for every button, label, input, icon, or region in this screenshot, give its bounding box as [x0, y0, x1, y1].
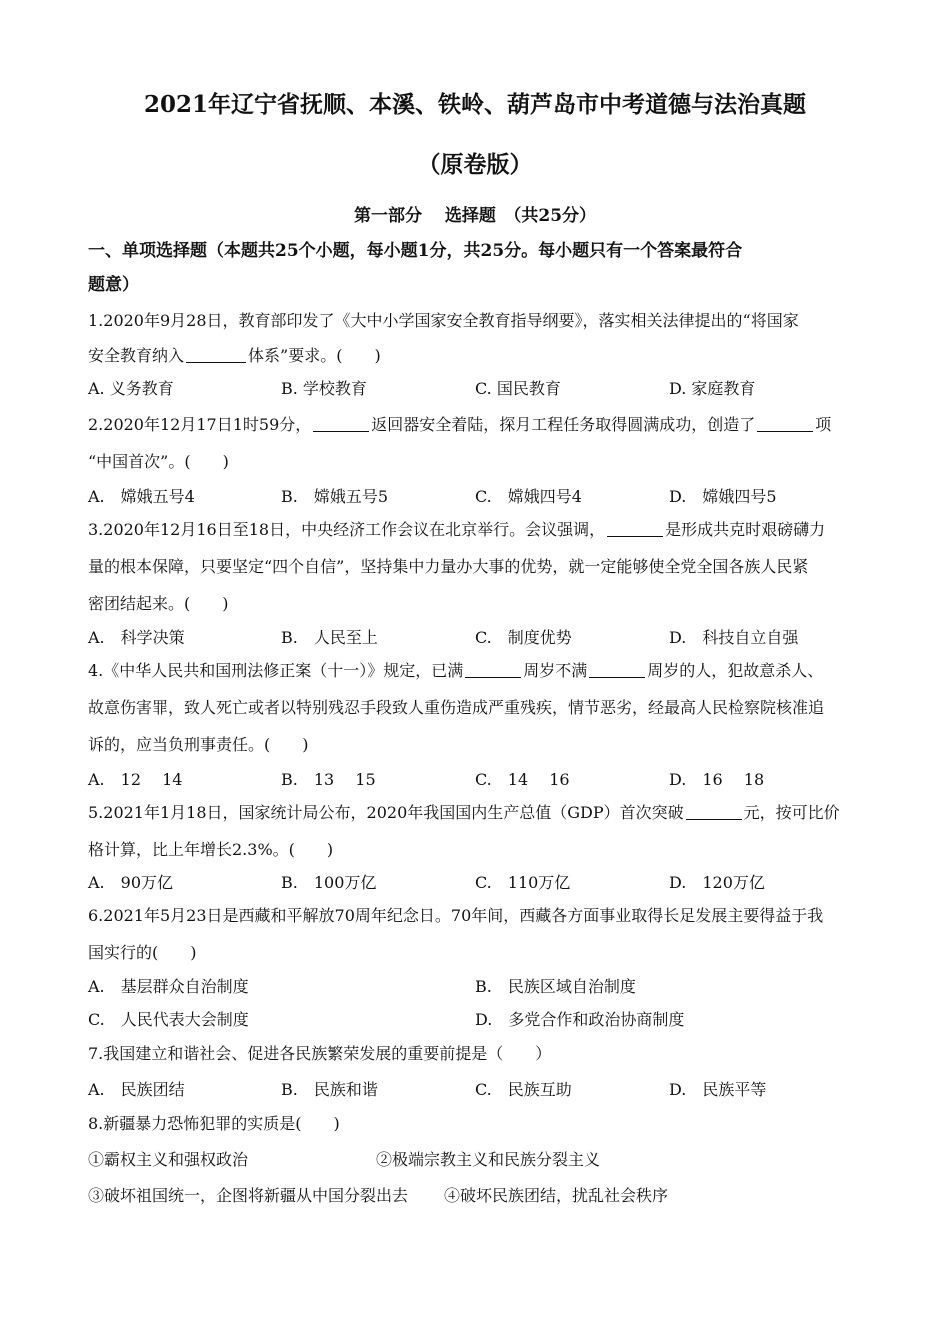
option-c: C. 14 16	[475, 770, 570, 789]
document-subtitle: （原卷版）	[417, 151, 533, 178]
option-c: C. 嫦娥四号4	[475, 487, 582, 506]
question-number: 7.	[88, 1044, 104, 1063]
option-c: C. 国民教育	[475, 379, 561, 398]
option-b: B. 100万亿	[281, 873, 377, 892]
option-b: B. 民族和谐	[281, 1080, 378, 1099]
question-1-line-2	[88, 345, 381, 367]
statement-2: ②极端宗教主义和民族分裂主义	[376, 1150, 601, 1169]
question-4-line-2: 故意伤害罪，致人死亡或者以特别残忍手段致人重伤造成严重残疾，情节恶劣，经最高人民检察院核准追	[88, 698, 825, 717]
option-d: D. 120万亿	[669, 873, 765, 892]
part-heading: 第一部分 选择题 （共25分）	[353, 206, 597, 226]
option-b: B. 学校教育	[281, 379, 367, 398]
option-a: A. 义务教育	[88, 379, 174, 398]
question-1-line-1	[88, 310, 799, 332]
option-a: A. 基层群众自治制度	[88, 977, 249, 996]
answer-blank	[313, 415, 369, 432]
question-8-line-1	[88, 1113, 340, 1135]
option-d: D. 嫦娥四号5	[669, 487, 777, 506]
option-d: D. 多党合作和政治协商制度	[475, 1010, 685, 1029]
question-number: 3.	[88, 520, 104, 539]
question-3-line-3: 密团结起来。( )	[88, 594, 229, 613]
question-3-line-2: 量的根本保障，只要坚定“四个自信”，坚持集中力量办大事的优势，就一定能够使全党全国各族人民紧	[88, 557, 809, 576]
question-text: 《中华人民共和国刑法修正案（十一）》规定，已满	[103, 661, 464, 680]
question-6-line-1	[88, 905, 823, 927]
option-d: D. 家庭教育	[669, 379, 756, 398]
question-text: 2021年5月23日是西藏和平解放70周年纪念日。70年间，西藏各方面事业取得长足发展主要得益于我	[103, 906, 824, 925]
question-number: 4.	[88, 661, 104, 680]
statement-1: ①霸权主义和强权政治	[88, 1150, 249, 1169]
question-5-line-1	[88, 802, 840, 824]
option-a: A. 90万亿	[88, 873, 174, 892]
question-text: 2021年1月18日，国家统计局公布，2020年我国国内生产总值（GDP）首次突破	[103, 803, 684, 822]
question-number: 5.	[88, 803, 104, 822]
option-c: C. 人民代表大会制度	[88, 1010, 249, 1029]
question-2-line-1	[88, 414, 831, 436]
question-4-line-3: 诉的，应当负刑事责任。( )	[88, 735, 309, 754]
answer-blank	[186, 346, 246, 363]
option-a: A. 12 14	[88, 770, 183, 789]
option-d: D. 16 18	[669, 770, 765, 789]
option-a: A. 民族团结	[88, 1080, 185, 1099]
question-text: 是形成共克时艰磅礴力	[665, 520, 826, 539]
question-text: 体系”要求。( )	[248, 346, 381, 365]
section-heading-cont: 题意）	[88, 275, 139, 295]
question-text: 我国建立和谐社会、促进各民族繁荣发展的重要前提是（ ）	[103, 1044, 552, 1063]
question-number: 2.	[88, 415, 104, 434]
question-6-line-2: 国实行的( )	[88, 943, 197, 962]
option-c: C. 民族互助	[475, 1080, 572, 1099]
section-heading: 一、单项选择题（本题共25个小题，每小题1分，共25分。每小题只有一个答案最符合	[88, 241, 743, 261]
option-c: C. 110万亿	[475, 873, 571, 892]
statement-4: ④破坏民族团结，扰乱社会秩序	[444, 1186, 669, 1205]
question-3-line-1	[88, 519, 825, 541]
question-text: 项	[815, 415, 832, 434]
option-b: B. 13 15	[281, 770, 376, 789]
option-b: B. 嫦娥五号5	[281, 487, 389, 506]
question-2-line-2: “中国首次”。( )	[88, 452, 229, 471]
question-text: 元，按可比价	[743, 803, 840, 822]
option-a: A. 嫦娥五号4	[88, 487, 195, 506]
question-text: 2020年12月17日1时59分，	[103, 415, 312, 434]
option-b: B. 人民至上	[281, 628, 378, 647]
question-number: 6.	[88, 906, 104, 925]
question-7-line-1	[88, 1043, 551, 1065]
question-text: 新疆暴力恐怖犯罪的实质是( )	[103, 1114, 340, 1133]
question-text: 2020年9月28日，教育部印发了《大中小学国家安全教育指导纲要》，落实相关法律提出的“将国家	[103, 311, 799, 330]
answer-blank	[589, 661, 645, 678]
question-number: 1.	[88, 311, 104, 330]
document-title: 2021年辽宁省抚顺、本溪、铁岭、葫芦岛市中考道德与法治真题	[143, 91, 806, 118]
question-5-line-2: 格计算，比上年增长2.3%。( )	[88, 840, 334, 859]
question-text: 安全教育纳入	[88, 346, 185, 365]
answer-blank	[757, 415, 813, 432]
question-4-line-1	[88, 660, 823, 682]
answer-blank	[686, 803, 742, 820]
option-b: B. 民族区域自治制度	[475, 977, 636, 996]
question-text: 返回器安全着陆，探月工程任务取得圆满成功，创造了	[371, 415, 756, 434]
answer-blank	[465, 661, 521, 678]
answer-blank	[607, 520, 663, 537]
option-a: A. 科学决策	[88, 628, 185, 647]
option-c: C. 制度优势	[475, 628, 572, 647]
statement-3: ③破坏祖国统一，企图将新疆从中国分裂出去	[88, 1186, 409, 1205]
question-text: 2020年12月16日至18日，中央经济工作会议在北京举行。会议强调，	[103, 520, 606, 539]
option-d: D. 科技自立自强	[669, 628, 799, 647]
question-text: 周岁不满	[523, 661, 588, 680]
question-number: 8.	[88, 1114, 104, 1133]
option-d: D. 民族平等	[669, 1080, 767, 1099]
question-text: 周岁的人，犯故意杀人、	[647, 661, 824, 680]
